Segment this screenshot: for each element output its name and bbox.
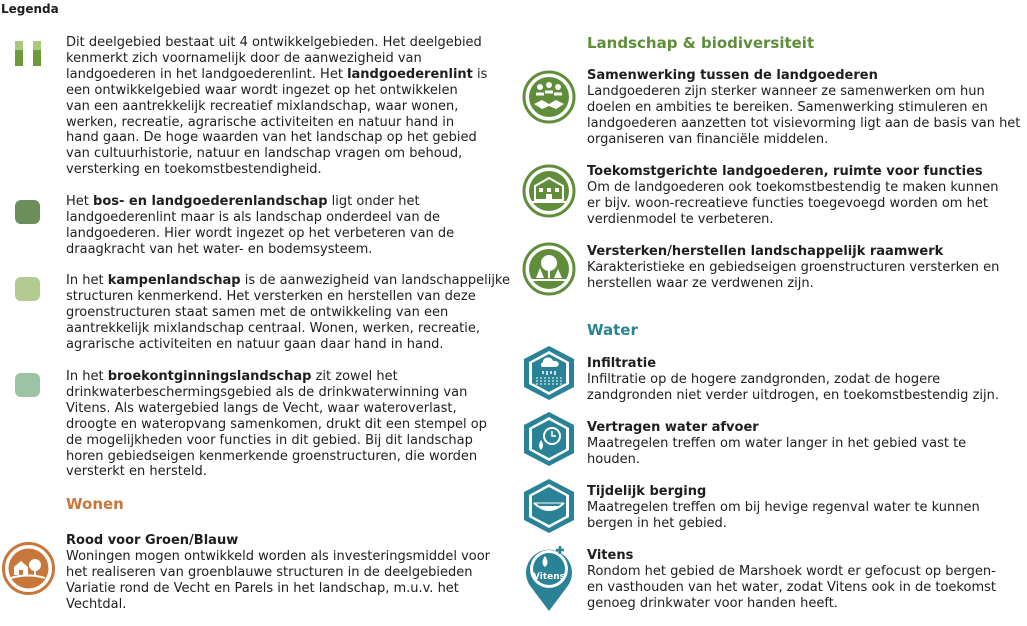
water-basin-icon bbox=[521, 477, 577, 535]
water-item-title-3: Tijdelijk berging bbox=[587, 484, 707, 499]
text-line: landgoederen in het landgoederenlint. Het landgoederenlint is bbox=[66, 66, 488, 82]
vitens-drop-icon bbox=[522, 541, 576, 613]
text-line: het realiseren van groenblauwe structuren in de deelgebieden bbox=[66, 564, 473, 580]
text-line: er bijv. woon-recreatieve functies toegevoegd worden om het bbox=[587, 195, 988, 211]
text-line: horen gebiedseigen kenmerkende groenstructuren, die worden bbox=[66, 448, 478, 464]
text-line: draagkracht van het water- en bodemsysteem. bbox=[66, 241, 373, 257]
text-line: Maatregelen treffen om water langer in het gebied vast te bbox=[587, 436, 967, 451]
text-line: Woningen mogen ontwikkeld worden als investeringsmiddel voor bbox=[66, 549, 491, 564]
landgoederenlint-swatch bbox=[15, 41, 41, 66]
landschap-item-title-2: Toekomstgerichte landgoederen, ruimte voor functies bbox=[587, 164, 983, 179]
text-line: Rondom het gebied de Marshoek wordt er gefocust op bergen- bbox=[587, 564, 996, 579]
text-line: een ontwikkelgebied waar wordt ingezet op het ontwikkelen bbox=[66, 82, 458, 98]
text-line: Vechtdal. bbox=[66, 596, 127, 612]
water-item-text-4 bbox=[587, 564, 996, 612]
water-item-title-4: Vitens bbox=[587, 548, 634, 563]
legend-text-broekontginning bbox=[66, 369, 487, 480]
landschap-heading: Landschap & biodiversiteit bbox=[587, 34, 815, 52]
wonen-item-text bbox=[66, 549, 490, 613]
water-clock-icon bbox=[521, 410, 577, 468]
text-line: Vitens. Als watergebied langs de Vecht, waar wateroverlast, bbox=[66, 400, 457, 416]
text-line: Maatregelen treffen om bij hevige regenval water te kunnen bbox=[587, 500, 980, 515]
text-line: landgoederen. Hier wordt ingezet op het verbeteren van de bbox=[66, 225, 455, 241]
text-line: de mogelijkheden voor functies in dit gebied. Bij dit landschap bbox=[66, 432, 473, 448]
wonen-heading: Wonen bbox=[66, 495, 124, 513]
text-line: genoeg drinkwater voor handen heeft. bbox=[587, 595, 838, 611]
text-line: Variatie rond de Vecht en Parels in het landschap, m.u.v. het bbox=[66, 580, 459, 596]
legend-title: Legenda bbox=[1, 2, 59, 16]
text-line: droogte en wateropvang samenkomen, drukt dit een stempel op bbox=[66, 416, 487, 432]
landschap-item-title-3: Versterken/herstellen landschappelijk raamwerk bbox=[587, 244, 944, 259]
text-line: drinkwaterbeschermingsgebied als de drinkwaterwinning van bbox=[66, 384, 468, 400]
text-line: verdienmodel te verbeteren. bbox=[587, 211, 774, 227]
handshake-people-icon bbox=[522, 70, 576, 124]
text-line: Infiltratie op de hogere zandgronden, zodat de hogere bbox=[587, 372, 941, 387]
landschap-item-text-2 bbox=[587, 180, 999, 228]
kampenlandschap-swatch bbox=[15, 277, 40, 301]
text-line: structuren kenmerkend. Het versterken en herstellen van deze bbox=[66, 288, 476, 304]
landschap-item-text-1 bbox=[587, 84, 1020, 148]
legend-text-kampenlandschap bbox=[66, 273, 510, 353]
text-line: versterkt en hersteld. bbox=[66, 464, 207, 480]
text-line: herstellen waar ze verdwenen zijn. bbox=[587, 275, 814, 291]
house-tree-icon bbox=[1, 541, 56, 596]
legend-text-bos-landgoederen bbox=[66, 194, 454, 258]
water-item-text-3 bbox=[587, 500, 980, 532]
rain-infiltration-icon bbox=[521, 344, 577, 402]
text-line: bergen in het gebied. bbox=[587, 515, 727, 531]
trees-landscape-icon bbox=[522, 242, 576, 296]
text-line: van cultuurhistorie, natuur en landschap vragen om behoud, bbox=[66, 146, 463, 162]
estate-building-icon bbox=[522, 164, 576, 218]
water-item-title-2: Vertragen water afvoer bbox=[587, 420, 759, 435]
legend-text-landgoederenlint bbox=[66, 35, 487, 178]
text-line: Dit deelgebied bestaat uit 4 ontwikkelgebieden. Het deelgebied bbox=[66, 35, 482, 50]
text-line: en vasthouden van het water, zodat Vitens ook in de toekomst bbox=[587, 579, 996, 595]
water-item-text-1 bbox=[587, 372, 999, 404]
text-line: werken, recreatie, agrarische activiteiten en natuur hand in bbox=[66, 114, 455, 130]
water-item-text-2 bbox=[587, 436, 966, 468]
text-line: In het broekontginningslandschap zit zowel het bbox=[66, 369, 398, 384]
text-line: van een aantrekkelijk recreatief mixlandschap, waar wonen, bbox=[66, 98, 459, 114]
wonen-item-title: Rood voor Groen/Blauw bbox=[66, 533, 239, 548]
text-line: agrarische activiteiten en natuur gaan daar hand in hand. bbox=[66, 336, 444, 352]
text-line: aantrekkelijk mixlandschap centraal. Wonen, werken, recreatie, bbox=[66, 320, 480, 336]
landschap-item-text-3 bbox=[587, 260, 999, 292]
text-line: houden. bbox=[587, 451, 641, 467]
text-line: landgoederen aanzetten tot visievorming ligt aan de basis van het bbox=[587, 115, 1021, 131]
text-line: Landgoederen zijn sterker wanneer ze samenwerken om hun bbox=[587, 84, 985, 99]
text-line: In het kampenlandschap is de aanwezigheid van landschappelijke bbox=[66, 273, 510, 288]
text-line: Het bos- en landgoederenlandschap ligt onder het bbox=[66, 194, 420, 209]
landschap-item-title-1: Samenwerking tussen de landgoederen bbox=[587, 68, 878, 83]
text-line: landgoederenlint maar is als landschap onderdeel van de bbox=[66, 209, 440, 225]
text-line: doelen en ambities te bereiken. Samenwerking stimuleren en bbox=[587, 99, 988, 115]
text-line: groenstructuren staat samen met de ontwikkeling van een bbox=[66, 304, 449, 320]
broekontginning-swatch bbox=[15, 373, 40, 397]
text-line: versterking en toekomstbestendigheid. bbox=[66, 162, 322, 178]
vitens-icon-label: Vitens bbox=[532, 572, 566, 582]
text-line: zandgronden niet verder uitdrogen, en toekomstbestendig zijn. bbox=[587, 387, 999, 403]
text-line: kenmerkt zich voornamelijk door de aanwezigheid van bbox=[66, 50, 422, 66]
bos-landgoederen-swatch bbox=[15, 200, 40, 224]
text-line: Om de landgoederen ook toekomstbestendig te maken kunnen bbox=[587, 180, 999, 195]
water-heading: Water bbox=[587, 321, 638, 339]
text-line: organiseren van financiële middelen. bbox=[587, 131, 829, 147]
text-line: hand gaan. De hoge waarden van het landschap op het gebied bbox=[66, 130, 477, 146]
text-line: Karakteristieke en gebiedseigen groenstructuren versterken en bbox=[587, 260, 1000, 275]
water-item-title-1: Infiltratie bbox=[587, 356, 657, 371]
